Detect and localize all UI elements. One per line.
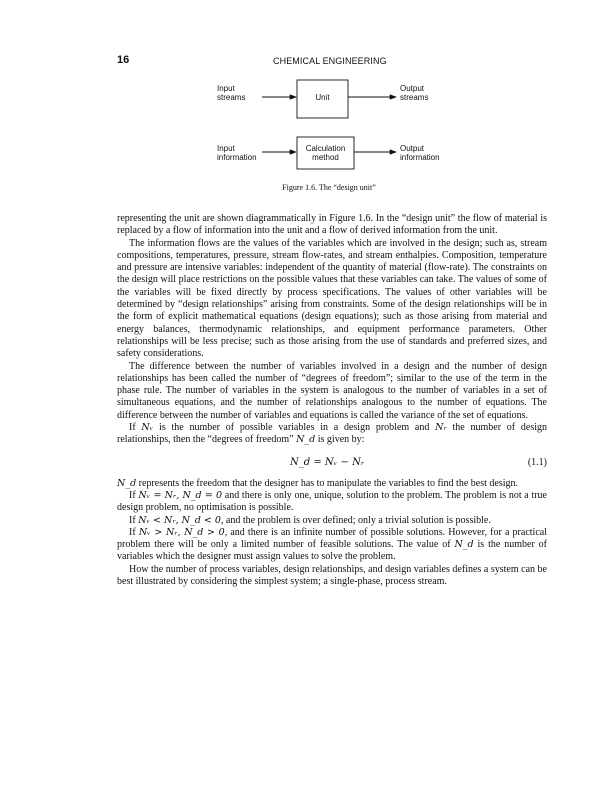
figure-caption: Figure 1.6. The “design unit” [282, 183, 376, 192]
equation-number: (1.1) [527, 456, 547, 468]
input-streams-label: Input streams [217, 84, 246, 102]
paragraph-4: If Nᵥ is the number of possible variables in a design problem and Nᵣ the number of design relationships, then the “degrees of freedom” N_d is given by: [117, 422, 547, 446]
paragraph-8: If Nᵥ > Nᵣ, N_d > 0, and there is an infinite number of possible solutions. However, for a practical problem there will be only a limited number of feasible solutions. The value of N_d is the number of variables which the designer must assign values to solve the problem. [117, 526, 548, 563]
paragraph-2: The information flows are the values of the variables which are involved in the design; such as, stream compositions, temperatures, pressure, stream flow-rates, and stream enthalpies. Composition, temperature and pressure are intensive variables: independent of the quantity of material (flow-rate). The constraints on the design will place restrictions on the possible values that these variables can take. The values of some of the variables will be fixed directly by process specifications. The values of other variables will be determined by “design relationships” arising from constraints. Some of the design relationships will be in the form of explicit mathematical equations (design equations); such as those arising from material and energy balances, thermodynamic relationships, and equipment performance parameters. Other relationships will be less precise; such as those arising from the use of standards and preferred sizes, and safety considerations. [117, 237, 547, 360]
calculation-method-label: Calculation method [305, 144, 346, 162]
math-nv: Nᵥ [141, 422, 154, 434]
math-nr: Nᵣ [435, 422, 447, 434]
body-text [117, 213, 547, 588]
running-head: CHEMICAL ENGINEERING [273, 56, 387, 66]
page-number: 16 [117, 54, 130, 66]
design-unit-figure [0, 0, 612, 200]
paragraph-3: The difference between the number of variables involved in a design and the number of design relationships has been called the number of “degrees of freedom”; similar to the use of the term in the phase rule. The number of variables in the system is analogous to the number of variables in a set of simultaneous equations, and the number of relationships analogous to the number of equations. The difference between the number of variables and equations is called the variance of the set of equations. [117, 360, 547, 421]
paragraph-7: If Nᵥ < Nᵣ, N_d < 0, and the problem is over defined; only a trivial solution is possible. [129, 514, 491, 526]
equation-1-1 [117, 451, 547, 475]
paragraph-6: If Nᵥ = Nᵣ, N_d = 0 and there is only one, unique, solution to the problem. The problem is not a true design problem, no optimisation is possible. [117, 489, 547, 514]
output-streams-label: Output streams [400, 84, 429, 102]
output-information-label: Output information [400, 144, 440, 162]
math-nd: N_d [296, 434, 316, 446]
paragraph-1: representing the unit are shown diagrammatically in Figure 1.6. In the “design unit” the flow of material is replaced by a flow of information into the unit and a flow of derived information from the unit. [117, 213, 547, 237]
unit-label: Unit [315, 93, 330, 102]
paragraph-9: How the number of process variables, design relationships, and design variables defines a system can be best illustrated by considering the simplest system; a single-phase, process stream. [117, 563, 547, 588]
input-information-label: Input information [217, 144, 257, 162]
paragraph-5: N_d represents the freedom that the designer has to manipulate the variables to find the best design. [117, 477, 518, 489]
equation-expression: N_d = Nᵥ − Nᵣ [290, 456, 365, 468]
